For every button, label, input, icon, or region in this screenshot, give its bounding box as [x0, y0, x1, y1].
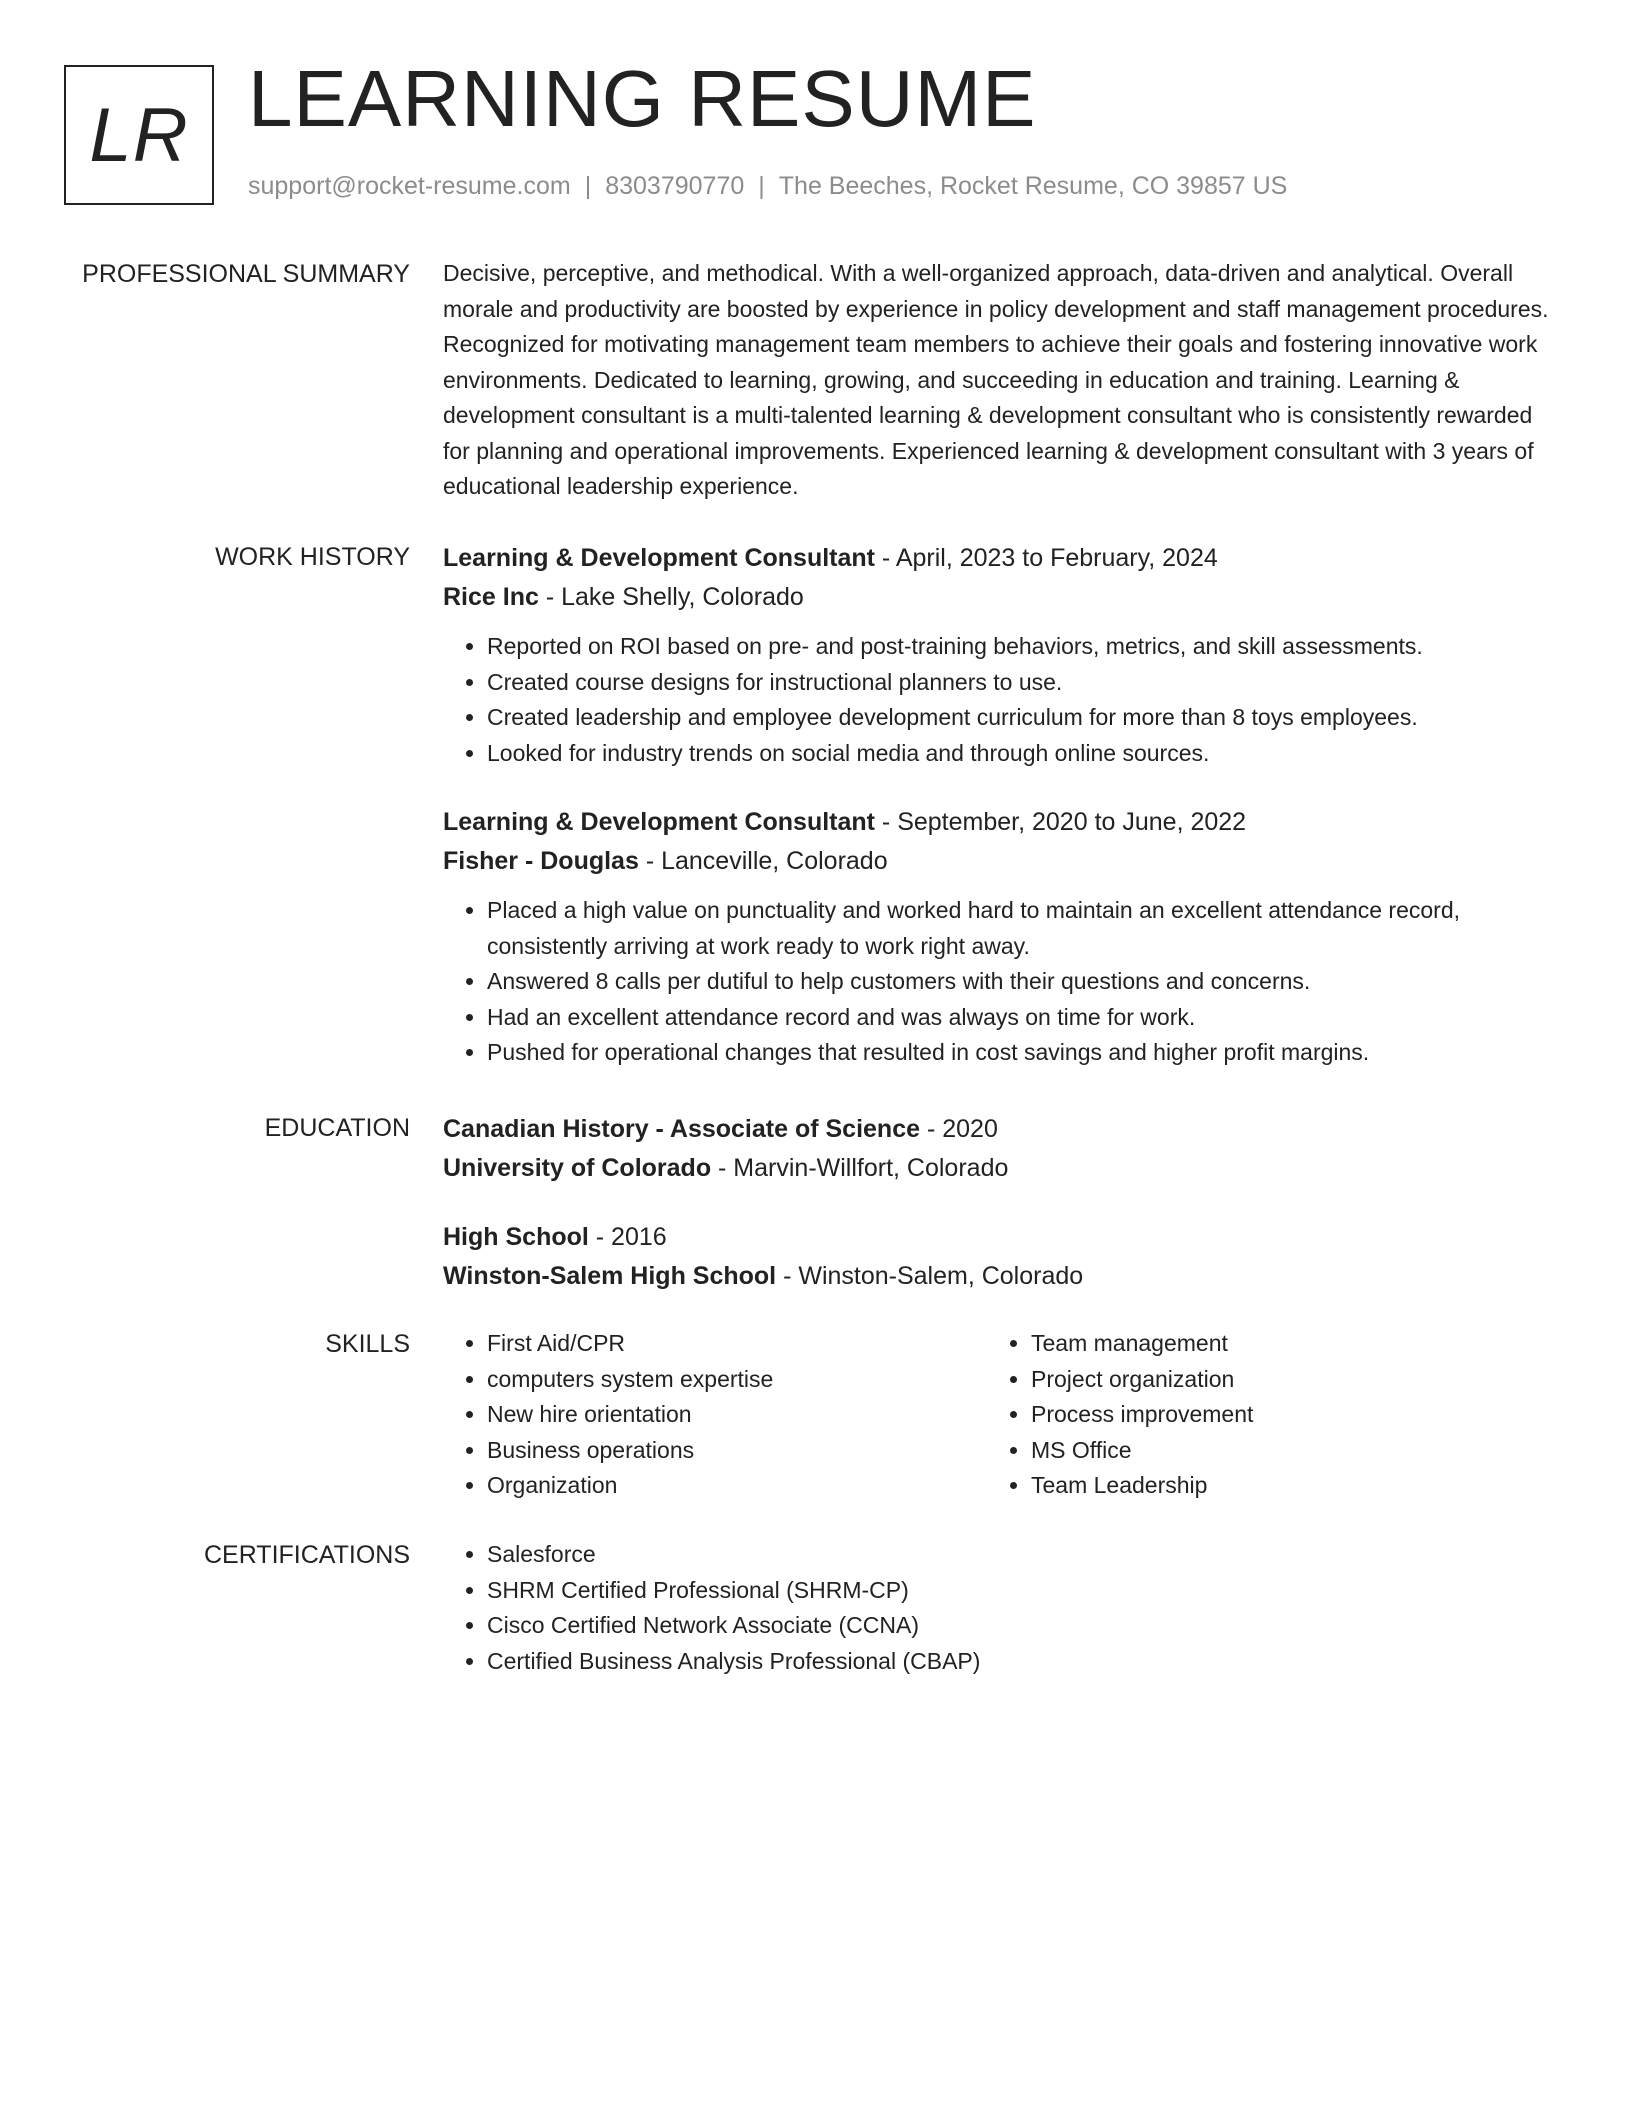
education-school-line — [443, 1149, 1553, 1188]
job-company-line — [443, 578, 1553, 617]
education-school-line — [443, 1257, 1553, 1296]
list-item: • Cisco Certified Network Associate (CCNA) — [487, 1608, 1553, 1644]
education-degree: High School — [443, 1223, 589, 1251]
skills-column-right — [987, 1326, 1531, 1504]
education-year: - 2016 — [588, 1223, 667, 1251]
list-item: • computers system expertise — [487, 1362, 987, 1398]
list-item: • Process improvement — [1031, 1397, 1531, 1433]
section-label-education: EDUCATION — [264, 1114, 410, 1142]
contact-address: The Beeches, Rocket Resume, CO 39857 US — [778, 172, 1288, 200]
contact-line — [248, 172, 1287, 201]
contact-phone: 8303790770 — [605, 172, 745, 200]
list-item: • Looked for industry trends on social media and through online sources. — [487, 736, 1553, 772]
list-item: • Had an excellent attendance record and was always on time for work. — [487, 1000, 1553, 1036]
education-location: - Marvin-Willfort, Colorado — [711, 1154, 1009, 1182]
job-company-line — [443, 842, 1553, 881]
education-degree-line — [443, 1110, 1553, 1149]
job-entry — [443, 539, 1553, 771]
certifications-body — [443, 1537, 1553, 1679]
education-school: University of Colorado — [443, 1154, 712, 1182]
job-entry — [443, 803, 1553, 1071]
skills-column-left — [443, 1326, 987, 1504]
certifications-list — [443, 1537, 1553, 1679]
job-title: Learning & Development Consultant — [443, 544, 875, 572]
job-location: - Lake Shelly, Colorado — [538, 583, 804, 611]
list-item: • Certified Business Analysis Professional (CBAP) — [487, 1644, 1553, 1680]
list-item: • MS Office — [1031, 1433, 1531, 1469]
job-company: Fisher - Douglas — [443, 847, 639, 875]
job-dates: - September, 2020 to June, 2022 — [874, 808, 1247, 836]
education-body — [443, 1110, 1553, 1328]
list-item: • Team Leadership — [1031, 1468, 1531, 1504]
skills-grid — [443, 1326, 1553, 1504]
list-item: • Placed a high value on punctuality and worked hard to maintain an excellent attendance record, consistently arriving at work ready to work right away. — [487, 893, 1553, 964]
section-label-work: WORK HISTORY — [215, 543, 410, 571]
education-degree-line — [443, 1218, 1553, 1257]
contact-email: support@rocket-resume.com — [248, 172, 571, 200]
summary-text: Decisive, perceptive, and methodical. With a well-organized approach, data-driven and analytical. Overall morale and productivity are boosted by experience in policy development and staff management procedures. Recognized for motivating management team members to achieve their goals and fostering innovative work environments. Dedicated to learning, growing, and succeeding in education and training. Learning & development consultant is a multi-talented learning & development consultant who is consistently rewarded for planning and operational improvements. Experienced learning & development consultant with 3 years of educational leadership experience. — [443, 260, 1549, 499]
job-title-line — [443, 539, 1553, 578]
job-dates: - April, 2023 to February, 2024 — [874, 544, 1218, 572]
education-school: Winston-Salem High School — [443, 1262, 777, 1290]
job-company: Rice Inc — [443, 583, 539, 611]
section-label-summary: PROFESSIONAL SUMMARY — [82, 260, 410, 288]
list-item: • Created leadership and employee development curriculum for more than 8 toys employees. — [487, 700, 1553, 736]
job-bullets — [443, 893, 1553, 1071]
list-item: • Created course designs for instructional planners to use. — [487, 665, 1553, 701]
section-label-skills: SKILLS — [325, 1330, 410, 1358]
job-location: - Lanceville, Colorado — [638, 847, 888, 875]
resume-name: LEARNING RESUME — [248, 54, 1037, 143]
list-item: • Team management — [1031, 1326, 1531, 1362]
education-degree: Canadian History - Associate of Science — [443, 1115, 921, 1143]
education-entry — [443, 1218, 1553, 1296]
education-location: - Winston-Salem, Colorado — [776, 1262, 1084, 1290]
summary-body — [443, 256, 1553, 505]
monogram-logo: LR — [64, 65, 214, 205]
contact-separator: | — [584, 172, 592, 200]
list-item: • Project organization — [1031, 1362, 1531, 1398]
list-item: • Reported on ROI based on pre- and post-training behaviors, metrics, and skill assessments. — [487, 629, 1553, 665]
skills-list-left — [443, 1326, 987, 1504]
list-item: • Pushed for operational changes that resulted in cost savings and higher profit margins. — [487, 1035, 1553, 1071]
list-item: • New hire orientation — [487, 1397, 987, 1433]
skills-list-right — [987, 1326, 1531, 1504]
list-item: • Salesforce — [487, 1537, 1553, 1573]
list-item: • SHRM Certified Professional (SHRM-CP) — [487, 1573, 1553, 1609]
list-item: • Answered 8 calls per dutiful to help customers with their questions and concerns. — [487, 964, 1553, 1000]
section-label-certifications: CERTIFICATIONS — [203, 1541, 410, 1569]
list-item: • Organization — [487, 1468, 987, 1504]
job-title: Learning & Development Consultant — [443, 808, 875, 836]
contact-separator: | — [758, 172, 765, 200]
job-bullets — [443, 629, 1553, 771]
skills-body — [443, 1326, 1553, 1504]
education-entry — [443, 1110, 1553, 1188]
job-title-line — [443, 803, 1553, 842]
work-body — [443, 539, 1553, 1103]
education-year: - 2020 — [920, 1115, 998, 1143]
list-item: • First Aid/CPR — [487, 1326, 987, 1362]
list-item: • Business operations — [487, 1433, 987, 1469]
